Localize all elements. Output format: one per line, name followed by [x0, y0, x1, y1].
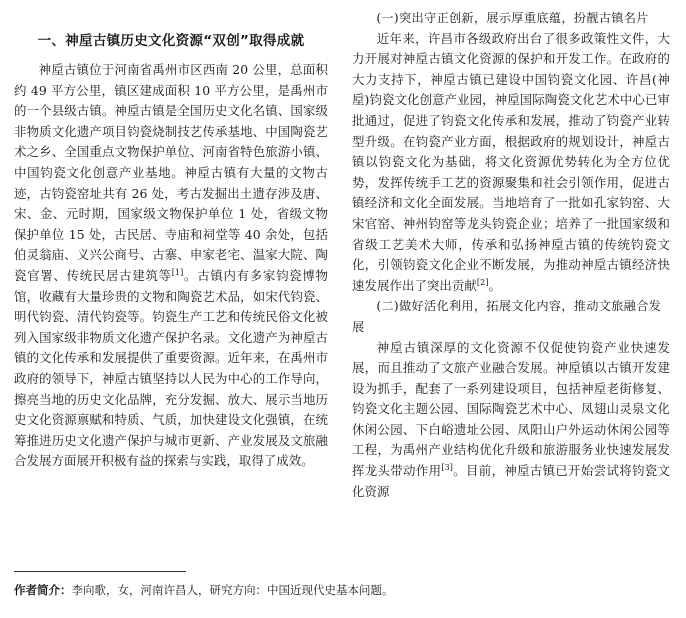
paragraph-text-continued: 。	[488, 277, 502, 293]
paragraph-text-continued: 。目前，神垕古镇已开始尝试将钧瓷文化资源	[352, 463, 670, 499]
author-note	[14, 581, 674, 599]
body-paragraph-3	[352, 338, 670, 503]
paragraph-text: 神垕古镇位于河南省禹州市区西南 20 公里，总面积约 49 平方公里，镇区建成面积 10 平方公里，是禹州市的一个县级古镇。神垕古镇是全国历史文化名镇、国家级非物质文化遗产项目钧瓷烧制技艺传承基地、中国陶瓷艺术之乡、全国重点文物保护单位、河南省特色旅游小镇、中国钧瓷文化创意产业基地。神垕古镇有大量的文物古迹，古钧瓷窑址共有 26 处，考古发掘出土遗存涉及唐、宋、金、元时期，国家级文物保护单位 1 处，省级文物保护单位 15 处，古民居、寺庙和祠堂等 40 余处，包括伯灵翁庙、义兴公商号、古寨、申家老宅、温家大院、陶瓷官署、传统民居古建筑等	[14, 62, 328, 283]
author-note-label: 作者简介：	[14, 583, 72, 597]
citation-ref-1: [1]	[171, 267, 184, 277]
author-note-text: 李向歌，女，河南许昌人，研究方向：中国近现代史基本问题。	[71, 583, 394, 597]
subheading-1: (一)突出守正创新，展示厚重底蕴，扮靓古镇名片	[376, 11, 649, 25]
paragraph-text: 近年来，许昌市各级政府出台了很多政策性文件，大力开展对神垕古镇文化资源的保护和开发工作。在政府的大力支持下，神垕古镇已建设中国钧瓷文化园、许昌(神垕)钧瓷文化创意产业园，神垕国际陶瓷文化艺术中心已审批通过，促进了钧瓷文化传承和发展，推动了钧瓷产业转型升级。在钧瓷产业方面，根据政府的规划设计，神垕古镇以钧瓷文化为基础，将文化资源优势转化为全方位优势，发挥传统手工艺的资源聚集和社会引领作用，促进古镇经济和文化全面发展。当地培育了一批如孔家钧窑、大宋官窑、神州钧窑等龙头钧瓷企业；培养了一批国家级和省级工艺美术大师，传承和弘扬神垕古镇的传统钧瓷文化，引领钧瓷文化企业不断发展，为推动神垕古镇经济快速发展作出了突出贡献	[352, 30, 670, 293]
subheading-2: (二)做好活化利用，拓展文化内容，推动文旅融合发展	[352, 299, 662, 334]
paragraph-text-continued: 。古镇内有多家钧瓷博物馆，收藏有大量珍贵的文物和陶瓷艺术品，如宋代钧瓷、明代钧瓷、清代钧瓷等。钧瓷生产工艺和传统民俗文化被列入国家级非物质文化遗产保护名录。文化遗产为神垕古镇的文化传承和发展提供了重要资源。近年来，在禹州市政府的领导下，神垕古镇坚持以人民为中心的工作导向，擦亮当地的历史文化品牌，充分发掘、放大、展示当地历史文化资源禀赋和特质、气质，加快建设文化强镇，在统筹推进历史文化遗产保护与城市更新、产业发展及文旅融合发展方面展开积极有益的探索与实践，取得了成效。	[14, 267, 328, 469]
citation-ref-2: [2]	[476, 277, 489, 287]
citation-ref-3: [3]	[441, 462, 453, 472]
section-heading: 一、神垕古镇历史文化资源“双创”取得成就	[37, 33, 305, 49]
left-column	[14, 0, 328, 472]
body-paragraph-1	[14, 60, 328, 472]
paragraph-text: 神垕古镇深厚的文化资源不仅促使钧瓷产业快速发展，而且推动了文旅产业融合发展。神垕镇以古镇开发建设为抓手，配套了一系列建设项目，包括神垕老街修复、钧瓷文化主题公园、国际陶瓷艺术中心、凤翅山灵泉文化休闲公园、下白峪遗址公园、凤阳山户外运动休闲公园等工程，为禹州产业结构优化升级和旅游服务业快速发展发挥龙头带动作用	[352, 339, 670, 479]
footnote-divider	[14, 571, 186, 572]
right-column	[352, 0, 670, 502]
body-paragraph-2	[352, 29, 670, 297]
